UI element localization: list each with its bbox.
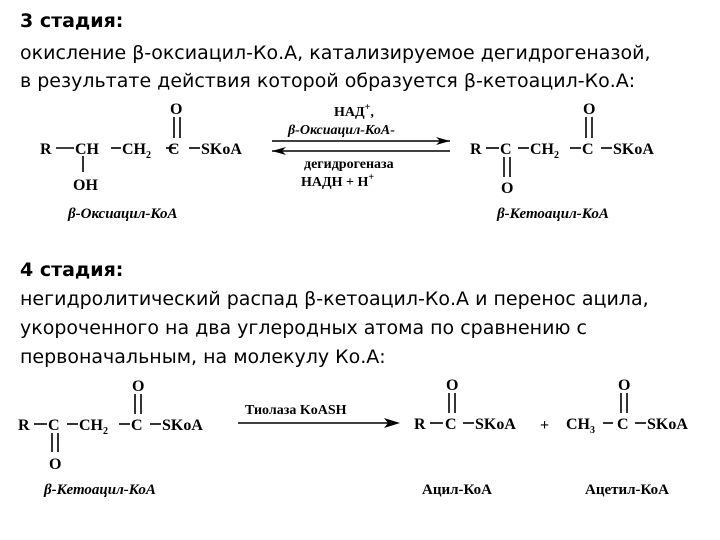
acetyl-coa-label: Ацетил-КоА [585,482,670,498]
stage4-description-line3: первоначальным, на молекулу Ко.А: [20,346,386,368]
chem-C: C [582,141,594,158]
chem-C: C [445,416,457,433]
chem-SKoA: SKoA [162,417,203,434]
stage3-title: 3 стадия: [20,10,124,32]
chem-R: R [470,141,482,158]
stage4-description-line1: негидролитический распад β-кетоацил-Ко.А и перенос ацила, [20,288,649,310]
stage3-description-line1: окисление β-оксиацил-Ко.А, катализируемое дегидрогеназой, [20,42,651,64]
stage4-title: 4 стадия: [20,259,124,281]
stage3-description-line2: в результате действия которой образуется β-кетоацил-Ко.А: [20,70,636,92]
chem-CH2: $CH_2$ [122,141,151,161]
chem-SKoA: SKoA [201,141,242,158]
acyl-coa-label: Ацил-КоА [422,482,492,498]
chem-O: O [49,456,62,473]
chem-O: O [132,378,145,395]
chem-C: C [48,417,60,434]
chem-OH: OH [73,177,98,194]
chem-O: O [170,101,183,118]
beta-ketoacyl-coa-label-stage4: β-Кетоацил-КоА [44,482,156,498]
chem-O: O [618,377,631,394]
chem-SKoA: SKoA [647,416,688,433]
chem-R: R [414,416,426,433]
chem-C: C [500,141,512,158]
chem-C: C [168,141,180,158]
nadh-label: НАДН + Н+ [301,172,375,190]
chem-O: O [583,101,596,118]
enzyme-name-line1: β-Оксиацил-КоА- [288,123,395,138]
plus-sign: + [540,417,550,434]
beta-ketoacyl-coa-label: β-Кетоацил-КоА [497,206,609,222]
chem-SKoA: SKoA [475,416,516,433]
stage4-description-line2: укороченного на два углеродных атома по сравнению с [20,317,587,339]
chem-R: R [18,417,30,434]
nad-plus-label: НАД+, [334,102,374,120]
chem-SKoA: SKoA [613,141,654,158]
chem-C: C [617,416,629,433]
chem-CH2: $CH_2$ [79,417,108,437]
chem-R: R [40,141,52,158]
chem-O: O [501,180,514,197]
chem-CH2: $CH_2$ [530,141,559,161]
thiolase-koash-label: Тиолаза KoASH [245,403,347,418]
chem-CH3: $CH_3$ [566,416,595,436]
chem-CH: CH [75,141,99,158]
chem-O: O [446,377,459,394]
beta-oxyacyl-coa-label: β-Оксиацил-КоА [68,206,178,222]
enzyme-name-line2: дегидрогеназа [304,157,394,172]
chem-C: C [131,417,143,434]
